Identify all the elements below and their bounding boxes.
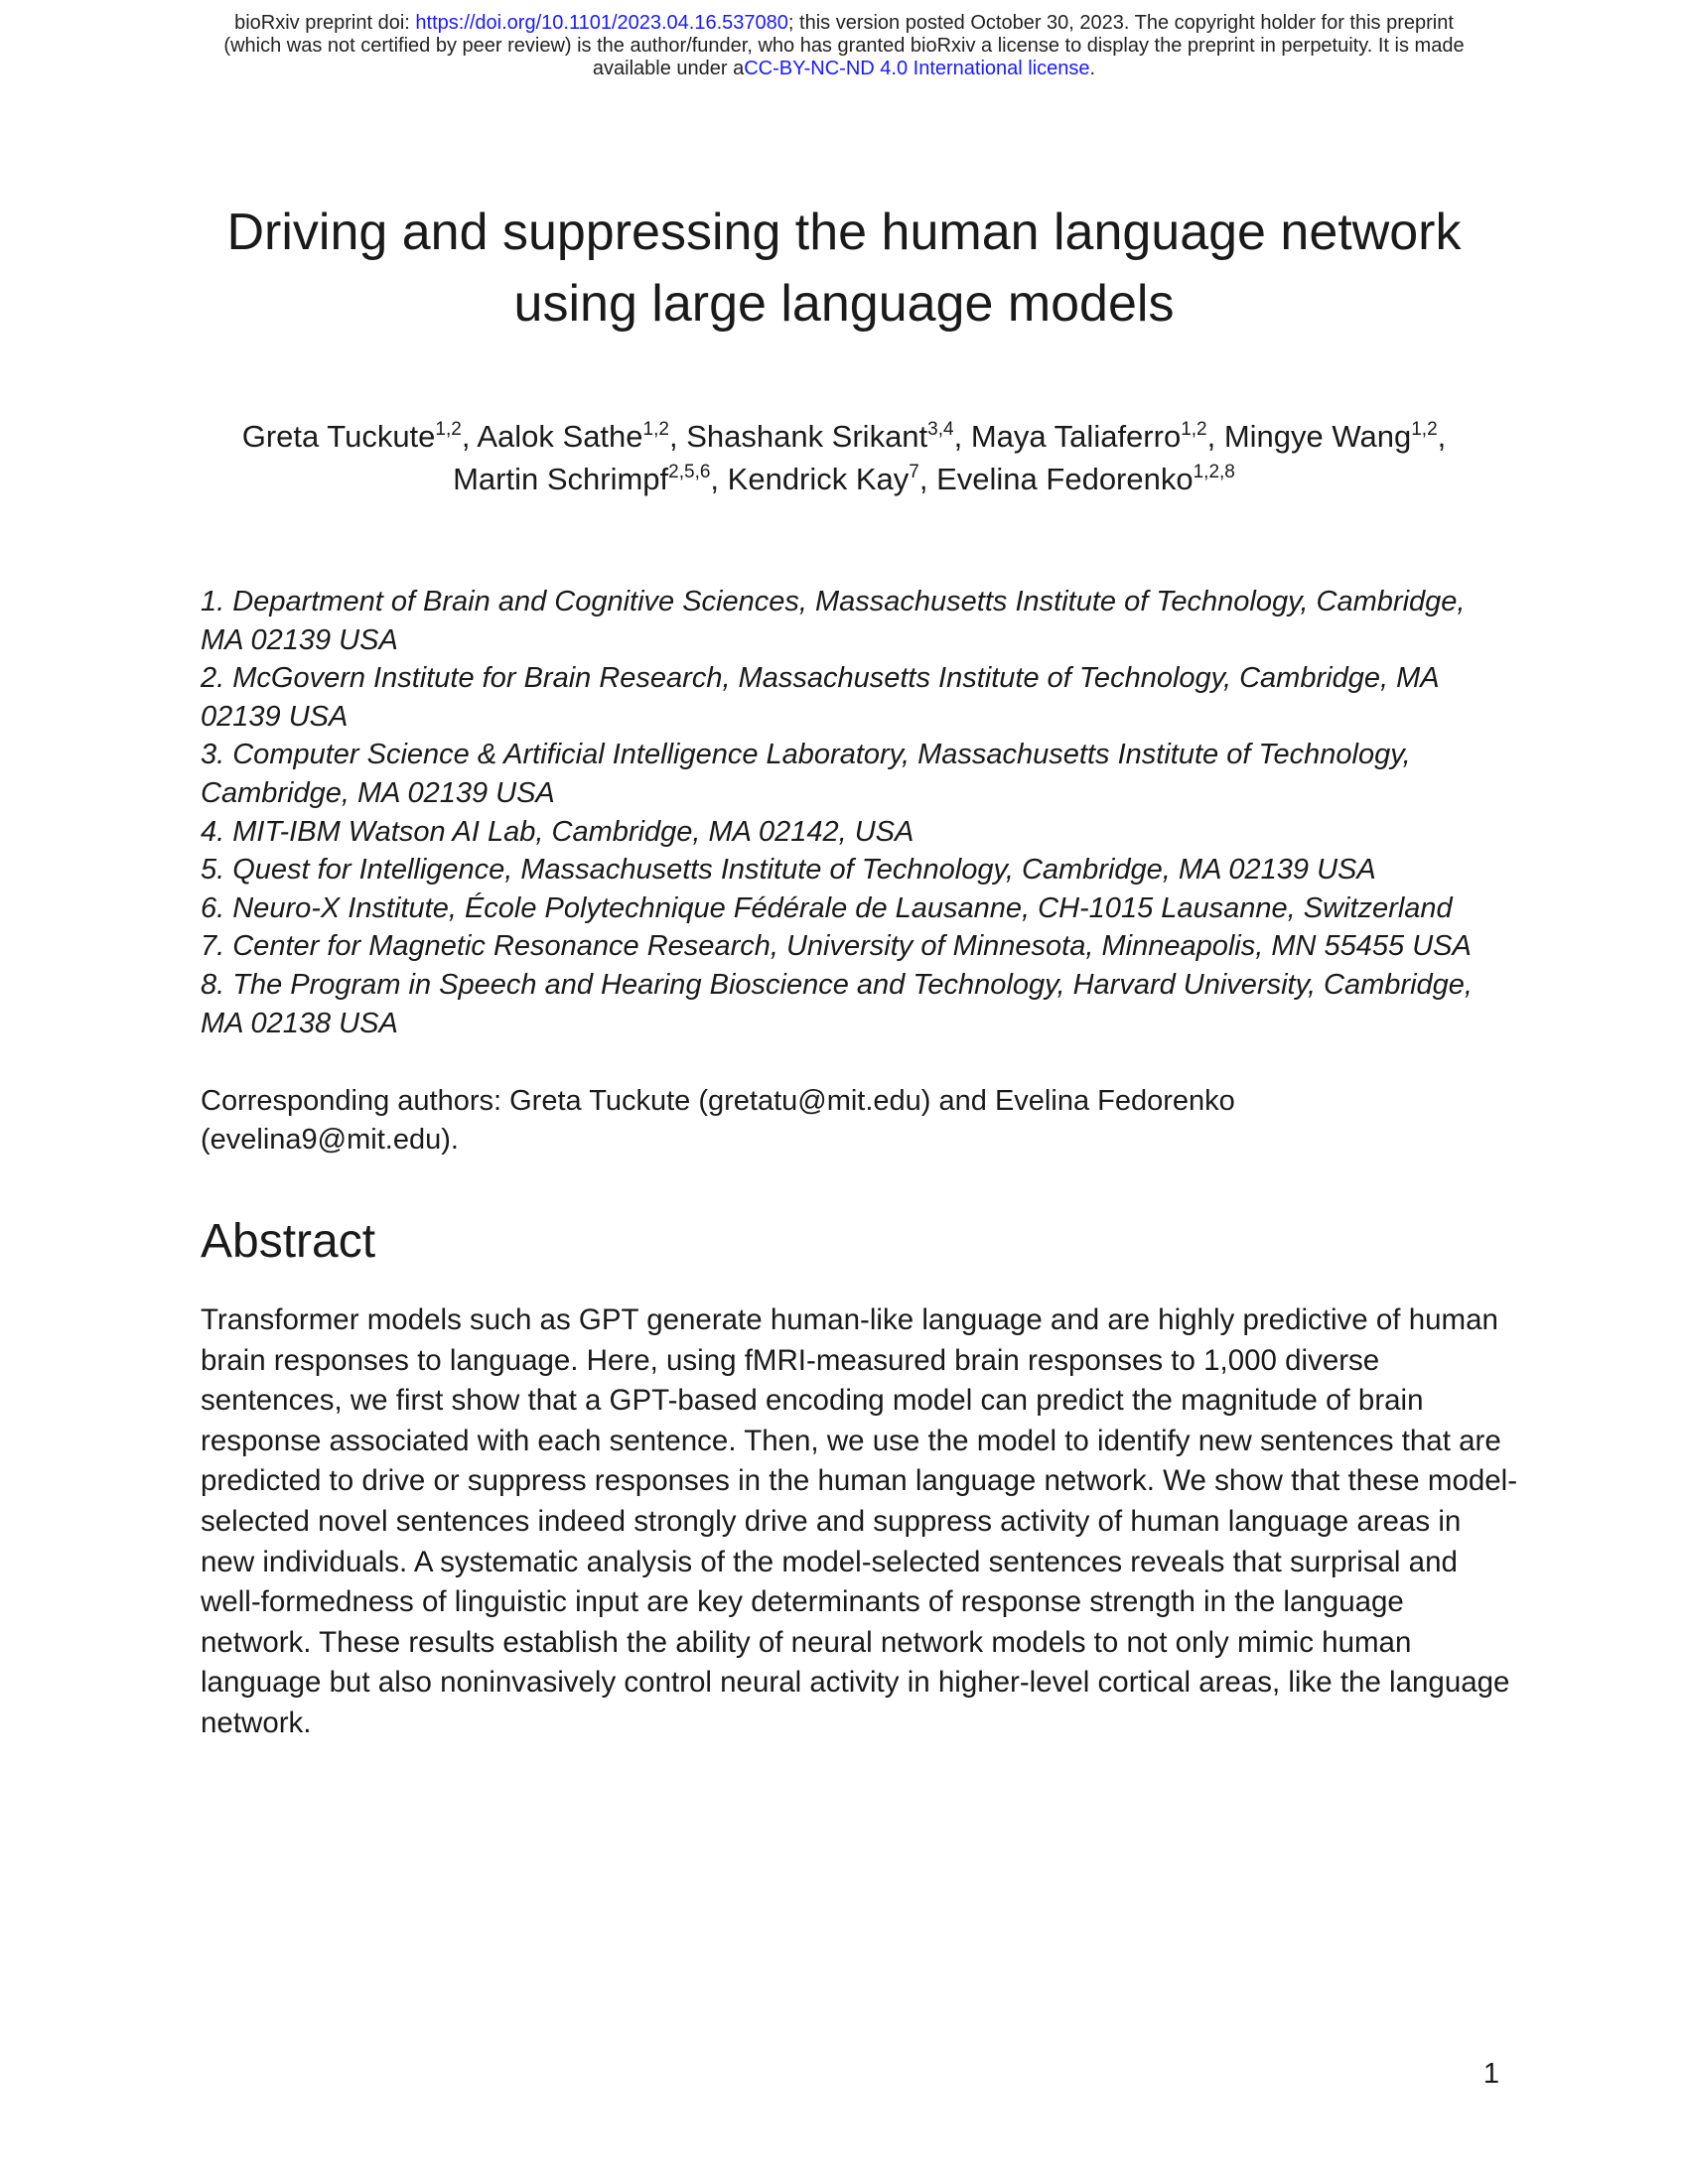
author-affiliation-marks: 1,2 (1181, 419, 1207, 440)
paper-title (149, 197, 1539, 340)
abstract-heading: Abstract (201, 1215, 376, 1268)
affiliation-line: 2. McGovern Institute for Brain Research, Massachusetts Institute of Technology, Cambridge, MA (201, 662, 1440, 695)
corresponding-line-1: Corresponding authors: Greta Tuckute (gretatu@mit.edu) and Evelina Fedorenko (201, 1085, 1235, 1117)
author-separator: , (461, 419, 478, 454)
affiliation-line: 8. The Program in Speech and Hearing Bioscience and Technology, Harvard University, Cambridge, (201, 968, 1473, 1001)
author-separator: , (668, 419, 687, 454)
author (477, 419, 686, 454)
affiliation-line: MA 02139 USA (201, 623, 398, 656)
corresponding-authors (201, 1082, 1511, 1159)
header-line-1 (0, 12, 1688, 35)
author (1224, 419, 1446, 454)
author (242, 419, 478, 454)
affiliation-line: 02139 USA (201, 700, 349, 733)
title-line-2: using large language models (513, 275, 1175, 333)
affiliation-line: 5. Quest for Intelligence, Massachusetts Institute of Technology, Cambridge, MA 02139 USA (201, 854, 1376, 887)
page-number: 1 (1482, 2058, 1499, 2090)
author-affiliation-marks: 2,5,6 (668, 462, 711, 482)
author-separator: , (1206, 419, 1224, 454)
affiliation-list (201, 583, 1511, 1042)
author-affiliation-marks: 1,2 (1411, 419, 1438, 440)
affiliation-line: 4. MIT-IBM Watson AI Lab, Cambridge, MA 02142, USA (201, 815, 914, 848)
header-line1-rest: ; this version posted October 30, 2023. The copyright holder for this preprint (787, 12, 1454, 34)
affiliation-line: Cambridge, MA 02139 USA (201, 776, 555, 809)
affiliation-line: 1. Department of Brain and Cognitive Sciences, Massachusetts Institute of Technology, Cambridge, (201, 586, 1466, 617)
author-affiliation-marks: 3,4 (927, 419, 954, 440)
author-name: Greta Tuckute (241, 419, 436, 454)
author-affiliation-marks: 1,2,8 (1193, 462, 1235, 482)
title-line-1: Driving and suppressing the human language network (226, 204, 1462, 261)
author-list (149, 415, 1539, 500)
author-name: Mingye Wang (1223, 419, 1412, 454)
header-line3-suffix: . (1089, 58, 1096, 79)
license-link[interactable]: CC-BY-NC-ND 4.0 International license (744, 58, 1090, 79)
affiliation-line: 3. Computer Science & Artificial Intelligence Laboratory, Massachusetts Institute of Technology, (201, 739, 1411, 771)
author-name: Maya Taliaferro (970, 419, 1182, 454)
author (728, 462, 936, 496)
author-separator: , (710, 462, 728, 496)
author-separator: , (1437, 419, 1447, 454)
author (936, 462, 1235, 496)
doi-link[interactable]: https://doi.org/10.1101/2023.04.16.537080 (415, 12, 788, 34)
corresponding-line-2: (evelina9@mit.edu). (201, 1123, 459, 1156)
author-affiliation-marks: 1,2 (435, 419, 462, 440)
header-line-2: (which was not certified by peer review) is the author/funder, who has granted bioRxiv a license to display the preprint in perpetuity. It is made (223, 35, 1465, 57)
author (971, 419, 1224, 454)
affiliation-line: MA 02138 USA (201, 1007, 398, 1039)
author (686, 419, 971, 454)
author-affiliation-marks: 7 (909, 462, 919, 482)
header-line-3 (0, 58, 1688, 80)
header-line3-prefix: available under a (592, 58, 745, 79)
author (453, 462, 728, 496)
affiliation-line: 7. Center for Magnetic Resonance Research, University of Minnesota, Minneapolis, MN 55455 USA (201, 930, 1472, 963)
author-name: Shashank Srikant (686, 419, 928, 454)
header-prefix: bioRxiv preprint doi: (234, 12, 416, 34)
author-name: Martin Schrimpf (453, 462, 669, 496)
preprint-header (0, 12, 1688, 80)
author-separator: , (918, 462, 937, 496)
abstract-body: Transformer models such as GPT generate human-like language and are highly predictive of human brain responses to language. Here, using fMRI-measured brain responses to 1,000 diverse sentences, we first show that a GPT-based encoding model can predict the magnitude of brain response associated with each sentence. Then, we use the model to identify new sentences that are predicted to drive or suppress responses in the human language network. We show that these model-selected novel sentences indeed strongly drive and suppress activity of human language areas in new individuals. A systematic analysis of the model-selected sentences reveals that surprisal and well-formedness of linguistic input are key determinants of response strength in the language network. These results establish the ability of neural network models to not only mimic human language but also noninvasively control neural activity in higher-level cortical areas, like the language network. (201, 1303, 1518, 1739)
author-name: Evelina Fedorenko (936, 462, 1194, 496)
author-name: Aalok Sathe (477, 419, 643, 454)
affiliation-line: 6. Neuro-X Institute, École Polytechnique Fédérale de Lausanne, CH-1015 Lausanne, Switzerland (201, 891, 1453, 924)
author-affiliation-marks: 1,2 (642, 419, 669, 440)
author-name: Kendrick Kay (727, 462, 910, 496)
author-separator: , (953, 419, 971, 454)
